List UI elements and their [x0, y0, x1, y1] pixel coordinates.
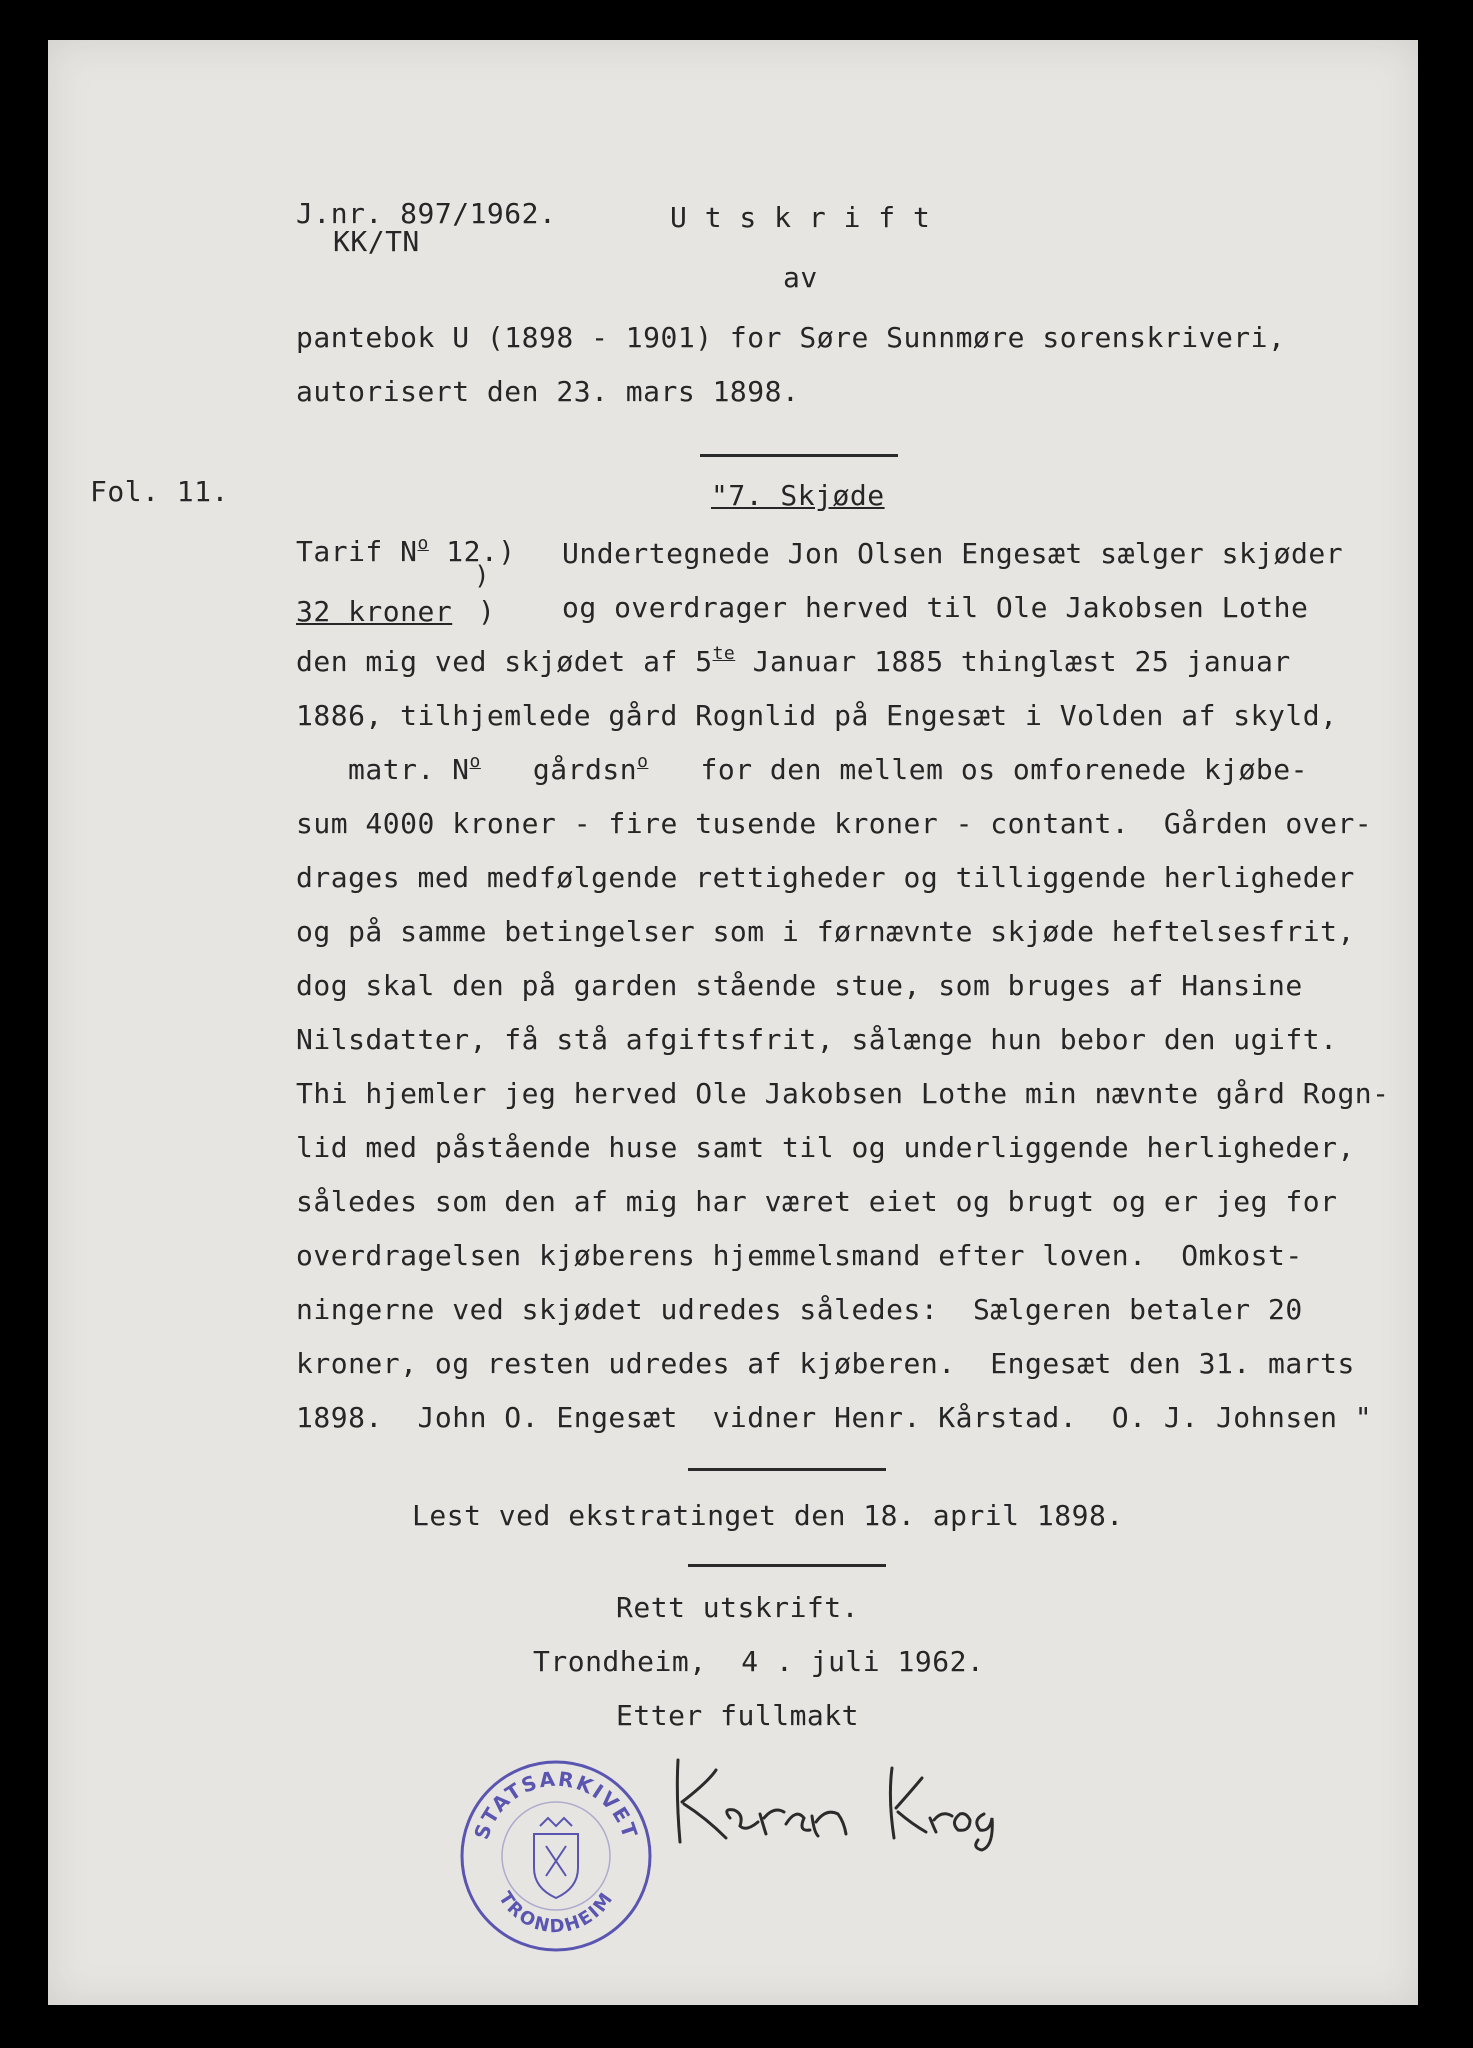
initials: KK/TN	[333, 225, 420, 258]
document-page	[48, 40, 1418, 2005]
bracket-mark: )	[474, 561, 491, 591]
body-line: ningerne ved skjødet udredes således: Sælgeren betaler 20	[296, 1293, 1303, 1326]
bracket-mark: )	[478, 595, 496, 628]
place-date: Trondheim, 4 . juli 1962.	[533, 1645, 985, 1678]
svg-text:STATSARKIVET: STATSARKIVET	[469, 1766, 643, 1843]
body-line: dog skal den på garden stående stue, som bruges af Hansine	[296, 969, 1303, 1002]
subtitle-line-2: autorisert den 23. mars 1898.	[296, 375, 800, 408]
amount-note: 32 kroner	[296, 595, 453, 628]
handwritten-signature	[660, 1752, 1040, 1852]
coat-of-arms-icon	[534, 1818, 578, 1898]
body-line: og på samme betingelser som i førnævnte skjøde heftelsesfrit,	[296, 915, 1355, 948]
archive-stamp	[456, 1756, 656, 1956]
section-title: "7. Skjøde	[711, 479, 885, 512]
svg-text:TRONDHEIM: TRONDHEIM	[494, 1887, 618, 1938]
tarif-note: Tarif $N^o$ 12.)	[296, 533, 516, 568]
folio-note: Fol. 11.	[90, 475, 229, 508]
correct-copy: Rett utskrift.	[616, 1591, 860, 1624]
body-line: 1898. John O. Engesæt vidner Henr. Kårstad. O. J. Johnsen "	[296, 1401, 1373, 1434]
body-line: således som den af mig har været eiet og brugt og er jeg for	[296, 1185, 1338, 1218]
divider-bottom	[688, 1564, 886, 1567]
body-line: kroner, og resten udredes af kjøberen. Engesæt den 31. marts	[296, 1347, 1355, 1380]
divider-top	[700, 454, 898, 457]
body-line: den mig ved skjødet af $5^{te}$ Januar 1885 thinglæst 25 januar	[296, 643, 1291, 678]
body-line: lid med påstående huse samt til og underliggende herligheder,	[296, 1131, 1355, 1164]
body-line: sum 4000 kroner - fire tusende kroner - contant. Gården over-	[296, 807, 1373, 840]
body-line: drages med medfølgende rettigheder og tilliggende herligheder	[296, 861, 1355, 894]
subtitle-line-1: pantebok U (1898 - 1901) for Søre Sunnmøre sorenskriveri,	[296, 321, 1286, 354]
body-line: overdragelsen kjøberens hjemmelsmand efter loven. Omkost-	[296, 1239, 1303, 1272]
body-line: Undertegnede Jon Olsen Engesæt sælger skjøder	[562, 537, 1344, 570]
authority-note: Etter fullmakt	[616, 1699, 860, 1732]
body-line: matr. $N^o$ gårdsn$^o$ for den mellem os omforenede kjøbe-	[348, 751, 1309, 786]
body-line: Nilsdatter, få stå afgiftsfrit, sålænge hun bebor den ugift.	[296, 1023, 1338, 1056]
body-line: 1886, tilhjemlede gård Rognlid på Engesæt i Volden af skyld,	[296, 699, 1338, 732]
body-line: og overdrager herved til Ole Jakobsen Lothe	[562, 591, 1309, 624]
reading-note: Lest ved ekstratinget den 18. april 1898.	[412, 1499, 1124, 1532]
divider-middle	[688, 1468, 886, 1471]
body-line: Thi hjemler jeg herved Ole Jakobsen Lothe min nævnte gård Rogn-	[296, 1077, 1390, 1110]
journal-number: J.nr. 897/1962.	[296, 197, 557, 230]
title-av: av	[783, 261, 818, 294]
document-title: U t s k r i f t	[670, 201, 931, 234]
